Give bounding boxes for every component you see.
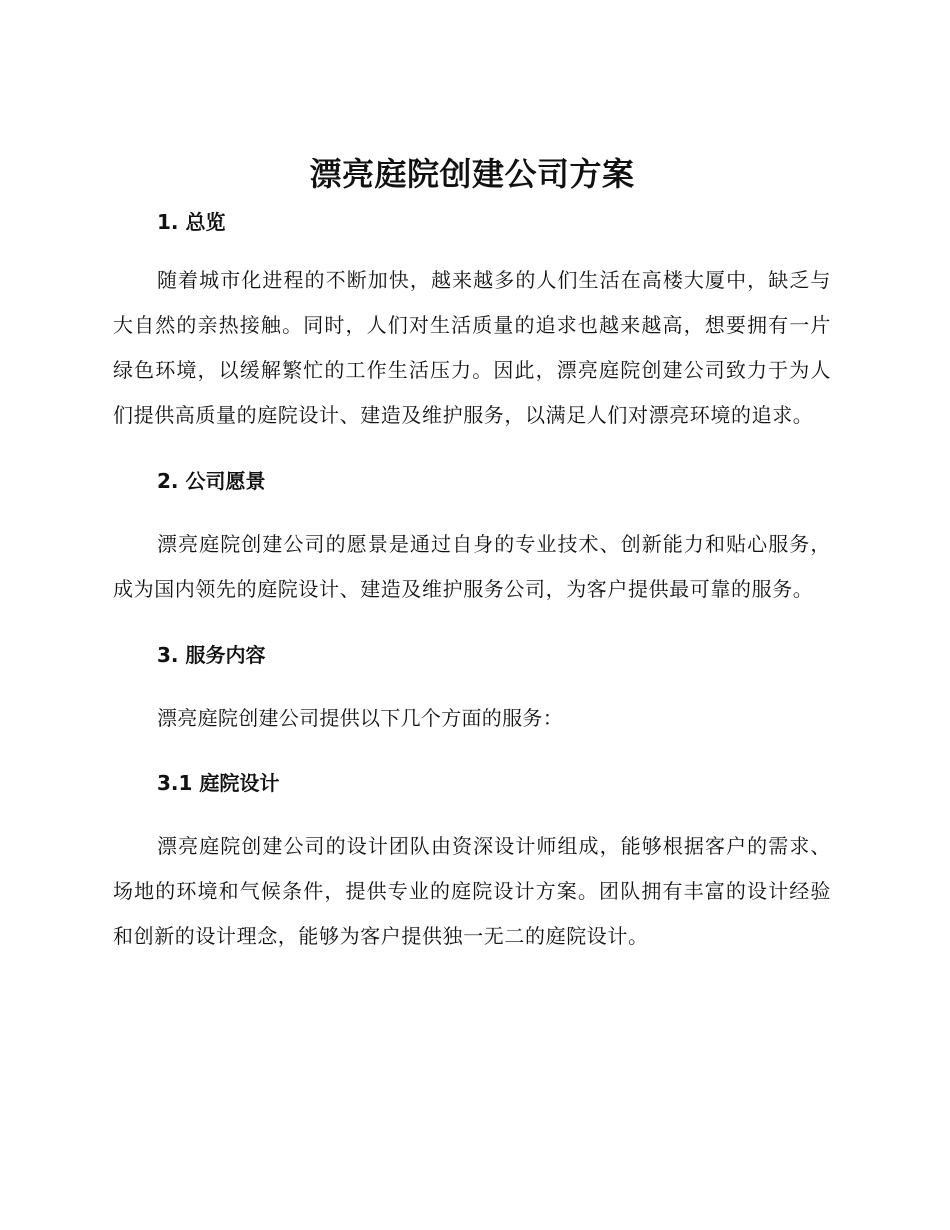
- section-paragraph-overview: 随着城市化进程的不断加快，越来越多的人们生活在高楼大厦中，缺乏与大自然的亲热接触。同时，人们对生活质量的追求也越来越高，想要拥有一片绿色环境，以缓解繁忙的工作生活压力。因此，漂亮庭院创建公司致力于为人们提供高质量的庭院设计、建造及维护服务，以满足人们对漂亮环境的追求。: [113, 268, 831, 427]
- document-body: [113, 148, 831, 959]
- section-paragraph-vision: 漂亮庭院创建公司的愿景是通过自身的专业技术、创新能力和贴心服务，成为国内领先的庭院设计、建造及维护服务公司，为客户提供最可靠的服务。: [113, 532, 831, 601]
- document-title: 漂亮庭院创建公司方案: [309, 155, 635, 193]
- section-heading-garden-design: 3.1 庭院设计: [157, 771, 280, 795]
- section-paragraph-garden-design: 漂亮庭院创建公司的设计团队由资深设计师组成，能够根据客户的需求、场地的环境和气候条件，提供专业的庭院设计方案。团队拥有丰富的设计经验和创新的设计理念，能够为客户提供独一无二的庭院设计。: [113, 834, 831, 948]
- section-heading-services: 3. 服务内容: [157, 643, 266, 667]
- section-heading-vision: 2. 公司愿景: [157, 469, 266, 493]
- section-paragraph-services: 漂亮庭院创建公司提供以下几个方面的服务：: [157, 706, 563, 730]
- section-heading-overview: 1. 总览: [157, 210, 226, 234]
